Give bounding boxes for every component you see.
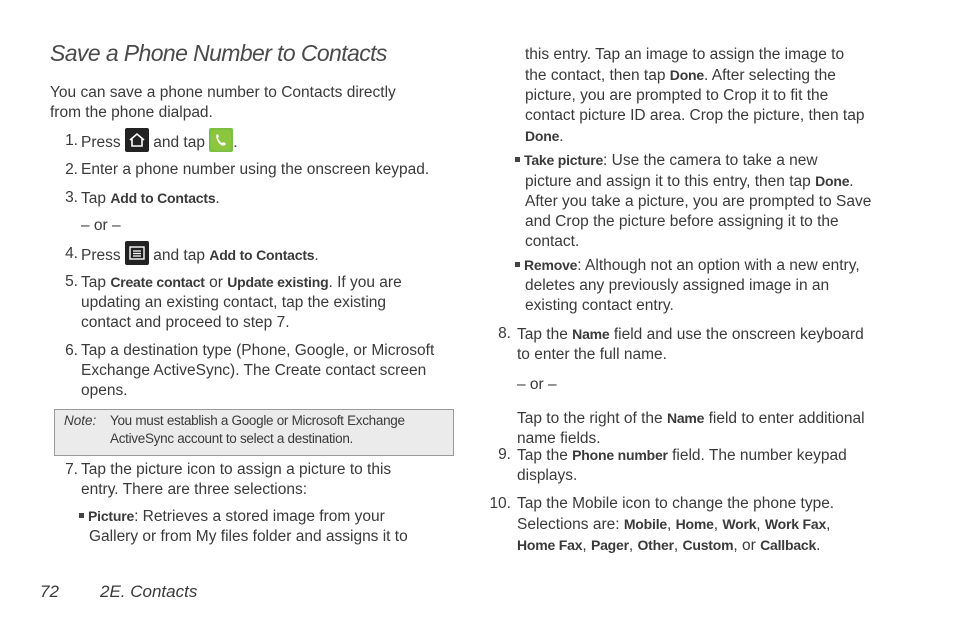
bullet-square-icon bbox=[79, 513, 84, 518]
page-number: 72 bbox=[40, 582, 59, 601]
bullet-square-icon bbox=[515, 157, 520, 162]
bullet-take-picture: Take picture: Use the camera to take a new picture and assign it to this entry, then tap Done. After you take a picture, you are prompted to Save and Crop the picture before assigning it to the contact. bbox=[515, 150, 900, 252]
bullet-remove: Remove: Although not an option with a new entry, deletes any previously assigned image in an existing contact entry. bbox=[515, 255, 900, 316]
note-label: Note: bbox=[64, 413, 97, 428]
note-box: Note: You must establish a Google or Microsoft Exchange ActiveSync account to select a destination. bbox=[54, 409, 454, 456]
or-separator: – or – bbox=[81, 217, 121, 234]
bullet-picture: Picture: Retrieves a stored image from your Gallery or from My files folder and assigns it to bbox=[79, 506, 459, 547]
bullet-square-icon bbox=[515, 262, 520, 267]
intro-paragraph: You can save a phone number to Contacts directly from the phone dialpad. bbox=[50, 84, 396, 121]
bullet-picture-continued: this entry. Tap an image to assign the image to the contact, then tap Done. After selecting the picture, you are prompted to Crop it to fit the contact picture ID area. Crop the picture, then tap Done. bbox=[525, 46, 865, 145]
home-key-icon bbox=[125, 128, 149, 152]
page-title: Save a Phone Number to Contacts bbox=[50, 40, 387, 66]
section-title: 2E. Contacts bbox=[100, 582, 198, 601]
phone-app-icon bbox=[209, 128, 233, 152]
menu-key-icon bbox=[125, 241, 149, 265]
